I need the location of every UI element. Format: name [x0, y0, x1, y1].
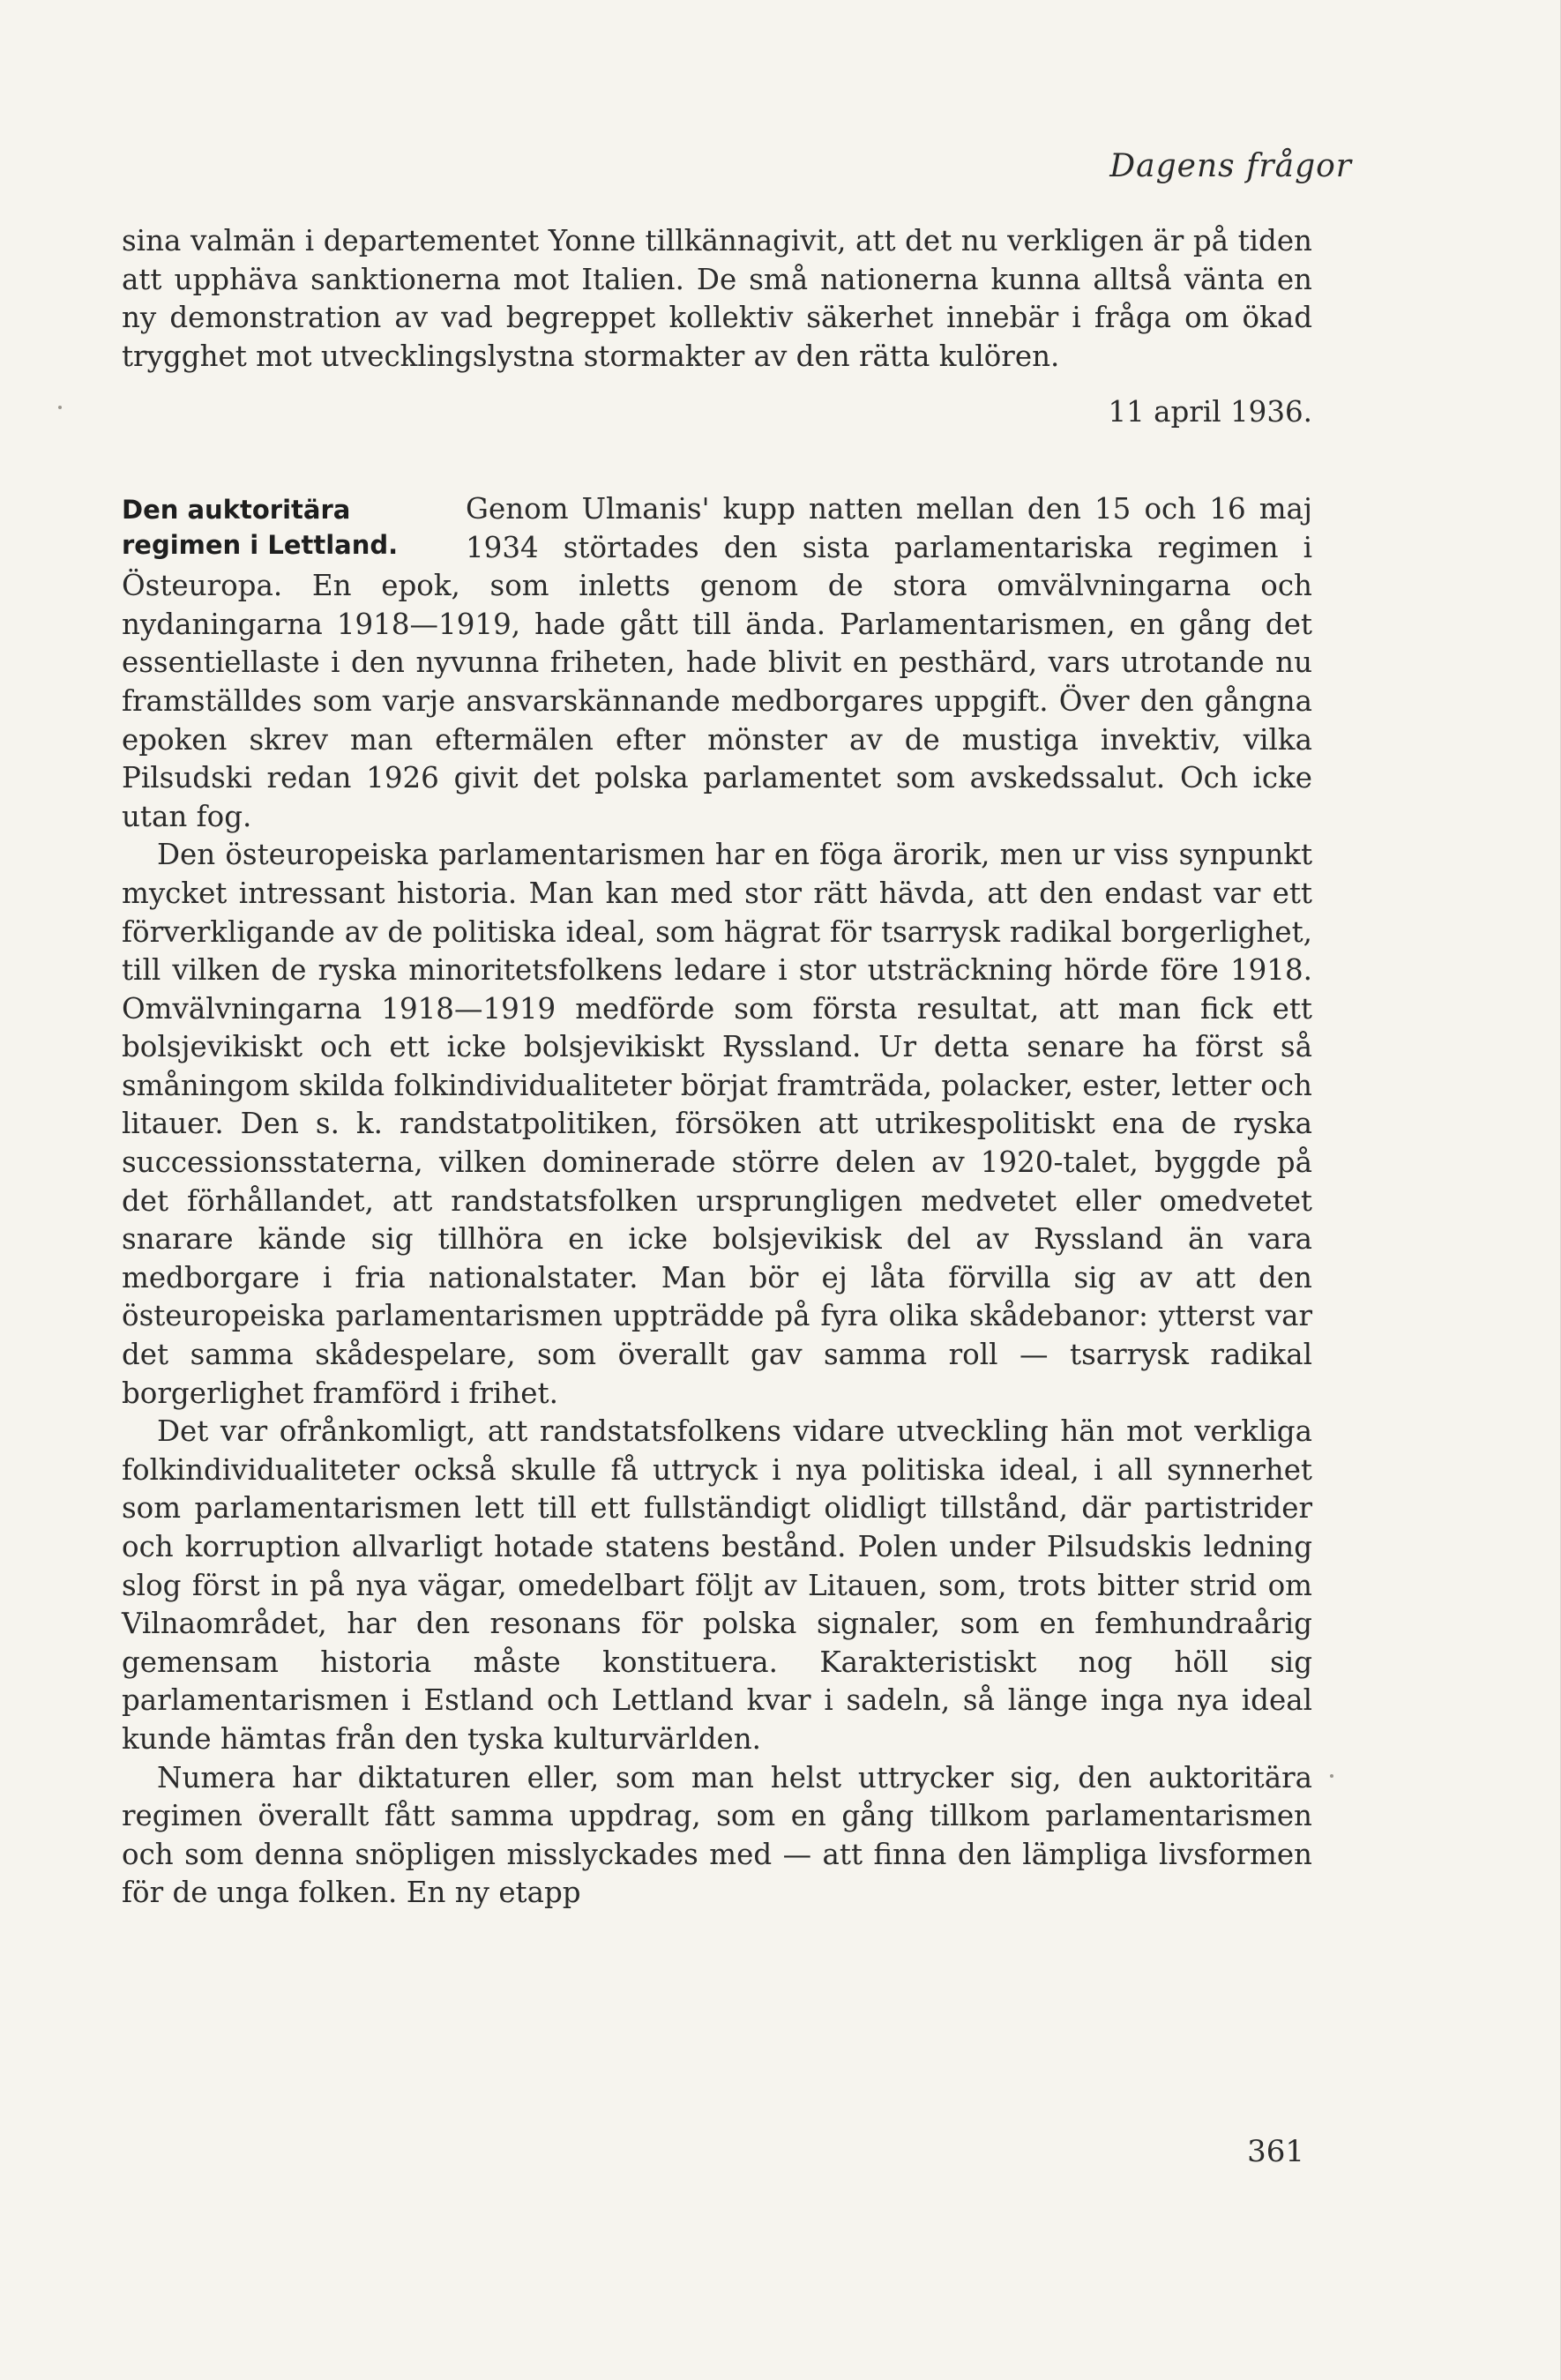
paper-speck	[1330, 1774, 1333, 1778]
running-head: Dagens frågor	[1109, 148, 1352, 184]
article-body	[122, 222, 1312, 1913]
body-paragraph: Den östeuropeiska parlamentarismen har en föga ärorik, men ur viss synpunkt mycket intressant historia. Man kan med stor rätt hävda, att den endast var ett förverkligande av de politiska ideal, som hägrat för tsarrysk radikal borgerlighet, till vilken de ryska minoritetsfolkens ledare i stor utsträckning hörde före 1918. Omvälvningarna 1918—1919 medförde som första resultat, att man fick ett bolsjevikiskt och ett icke bolsjevikiskt Ryssland. Ur detta senare ha först så småningom skilda folkindividualiteter börjat framträda, polacker, ester, letter och litauer. Den s. k. randstatpolitiken, försöken att utrikespolitiskt ena de ryska successionsstaterna, vilken dominerade större delen av 1920-talet, byggde på det förhållandet, att randstatsfolken ursprungligen medvetet eller omedvetet snarare kände sig tillhöra en icke bolsjevikisk del av Ryssland än vara medborgare i fria nationalstater. Man bör ej låta förvilla sig av att den östeuropeiska parlamentarismen uppträdde på fyra olika skådebanor: ytterst var det samma skådespelare, som överallt gav samma roll — tsarrysk radikal borgerlighet framförd i frihet.	[122, 838, 1312, 1410]
body-paragraph: Genom Ulmanis' kupp natten mellan den 15 och 16 maj 1934 störtades den sista parlamentariska regimen i Östeuropa. En epok, som inletts genom de stora omvälvningarna och nydaningarna 1918—1919, hade gått till ända. Parlamentarismen, en gång det essentiellaste i den nyvunna friheten, hade blivit en pesthärd, vars utrotande nu framställdes som varje ansvarskännande medborgares uppgift. Över den gångna epoken skrev man eftermälen efter mönster av de mustiga invektiv, vilka Pilsudski redan 1926 givit det polska parlamentet som avskedssalut. Och icke utan fog.	[122, 491, 1312, 833]
body-paragraph: Det var ofrånkomligt, att randstatsfolkens vidare utveckling hän mot verkliga folkindividualiteter också skulle få uttryck i nya politiska ideal, i all synnerhet som parlamentarismen lett till ett fullständigt olidligt tillstånd, där partistrider och korruption allvarligt hotade statens bestånd. Polen under Pilsudskis ledning slog först in på nya vägar, omedelbart följt av Litauen, som, trots bitter strid om Vilnaområdet, har den resonans för polska signaler, som en femhundraårig gemensam historia måste konstituera. Karakteristiskt nog höll sig parlamentarismen i Estland och Lettland kvar i sadeln, så länge inga nya ideal kunde hämtas från den tyska kulturvärlden.	[122, 1414, 1312, 1756]
body-paragraph: Numera har diktaturen eller, som man helst uttrycker sig, den auktoritära regimen överallt fått samma uppdrag, som en gång tillkom parlamentarismen och som denna snöpligen misslyckades med — att finna den lämpliga livsformen för de unga folken. En ny etapp	[122, 1760, 1312, 1910]
continuation-paragraph: sina valmän i departementet Yonne tillkännagivit, att det nu verkligen är på tiden att upphäva sanktionerna mot Italien. De små nationerna kunna alltså vänta en ny demonstration av vad begreppet kollektiv säkerhet innebär i fråga om ökad trygghet mot utvecklingslystna stormakter av den rätta kulören.	[122, 224, 1312, 373]
page-number: 361	[1247, 2134, 1304, 2169]
dateline: 11 april 1936.	[1108, 395, 1312, 429]
paper-speck	[58, 406, 62, 409]
section-side-heading: Den auktoritära regimen i Lettland.	[122, 494, 399, 560]
